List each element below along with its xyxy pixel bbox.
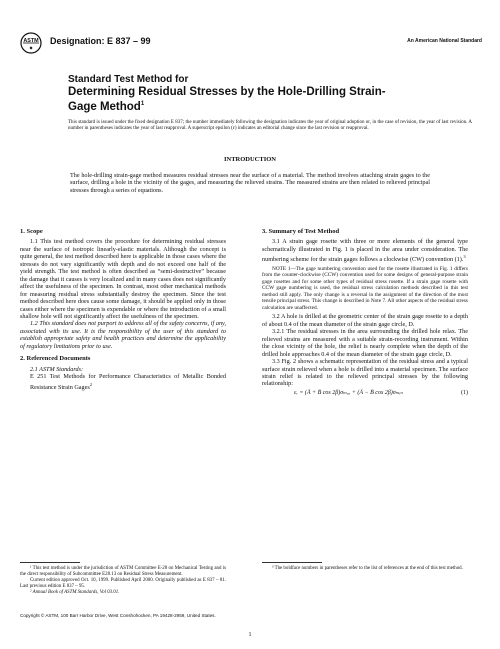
- summary-3-2: 3.2 A hole is drilled at the geometric center of the strain gage rosette to a depth of about 0.4 of the mean diameter of the strain gage circle, D.: [262, 313, 468, 328]
- page-number: 1: [248, 632, 252, 638]
- title-line-3: Gage Method$^1$: [68, 100, 145, 113]
- ref-2-1: 2.1 ASTM Standards:: [30, 365, 84, 373]
- footnote-1b: Current edition approved Oct. 10, 1999. Published April 2000. Originally published as E 837 – 81. Last previous edition E 837 – 95.: [20, 578, 226, 589]
- scope-heading: 1. Scope: [20, 228, 43, 235]
- svg-text:◆: ◆: [29, 45, 33, 50]
- page-header: [20, 32, 482, 54]
- astm-logo-icon: [20, 32, 42, 54]
- right-column: [262, 228, 468, 400]
- footnote-rule-left: [20, 562, 80, 563]
- svg-text:ASTM: ASTM: [23, 38, 39, 44]
- designation: Designation: E 837 – 99: [50, 36, 151, 46]
- footnote-2: ² Annual Book of ASTM Standards, Vol 03.01.: [30, 590, 120, 595]
- left-column: [20, 228, 226, 391]
- equation-text: εᵣ = (Ā + B̄ cos 2β)σₘₐₓ + (Ā − B̄ cos 2β)σₘᵢₙ: [294, 389, 403, 396]
- document-title: [68, 74, 408, 113]
- footnotes-right: [262, 566, 468, 572]
- summary-3-1: 3.1 A strain gage rosette with three or more elements of the general type schematically illustrated in Fig. 1 is placed in the area under consideration. The numbering scheme for the strain gages follows a clockwise (CW) convention (1).$^3$: [262, 238, 468, 264]
- footnote-rule-right: [262, 562, 322, 563]
- summary-heading: 3. Summary of Test Method: [262, 228, 340, 235]
- equation-number: (1): [461, 389, 468, 396]
- national-standard-label: An American National Standard: [407, 38, 482, 44]
- footnote-1: ¹ This test method is under the jurisdiction of ASTM Committee E-28 on Mechanical Testing and is the direct responsibility of Subcommittee E28.13 on Residual Stress Measurement.: [20, 566, 226, 577]
- introduction-text: The hole-drilling strain-gage method measures residual stresses near the surface of a material. The method involves attaching strain gages to the surface, drilling a hole in the vicinity of the gages, and measuring the relieved strains. The measured strains are then related to relieved principal stresses through a series of equations.: [70, 172, 430, 194]
- ref-standard-e251: E 251 Test Methods for Performance Characteristics of Metallic Bonded Resistance Strain Gages$^2$: [30, 373, 226, 391]
- summary-3-2-1: 3.2.1 The residual stresses in the area surrounding the drilled hole relax. The relieved strains are measured with a suitable strain-recording instrument. Within the close vicinity of the hole, the relief is nearly complete when the depth of the drilled hole approaches 0.4 of the mean diameter of the strain gage circle, D.: [262, 328, 468, 358]
- scope-1-1: 1.1 This test method covers the procedure for determining residual stresses near the surface of isotropic linearly-elastic materials. Although the concept is quite general, the test method described here is applicable in those cases where the stresses do not vary significantly with depth and do not exceed one half of the yield strength. The test method is often described as “semi-destructive” because the damage that it causes is very localized and in many cases does not significantly affect the usefulness of the specimen. In contrast, most other mechanical methods for measuring residual stress substantially destroy the specimen. Since the test method described here does cause some damage, it should be applied only in those cases either where the specimen is expendable or where the introduction of a small shallow hole will not significantly affect the usefulness of the specimen.: [20, 238, 226, 320]
- scope-1-2: 1.2 This standard does not purport to address all of the safety concerns, if any, associated with its use. It is the responsibility of the user of this standard to establish appropriate safety and health practices and determine the applicability of regulatory limitations prior to use.: [20, 320, 226, 350]
- issuance-statement: This standard is issued under the fixed designation E 837; the number immediately following the designation indicates the year of original adoption or, in the case of revision, the year of last revision. A number in parentheses indicates the year of last reapproval. A superscript epsilon (ε) indicates an editorial change since the last revision or reapproval.: [68, 120, 472, 132]
- footnote-3: ³ The boldface numbers in parentheses refer to the list of references at the end of this test method.: [272, 566, 463, 571]
- referenced-documents-heading: 2. Referenced Documents: [20, 355, 91, 363]
- title-line-2: Determining Residual Stresses by the Hole-Drilling Strain-: [68, 86, 386, 98]
- title-line-1: Standard Test Method for: [68, 74, 189, 85]
- copyright-notice: Copyright © ASTM, 100 Barr Harbor Drive, West Conshohocken, PA 19428-2959, United States.: [20, 613, 216, 618]
- introduction-heading: INTRODUCTION: [223, 156, 276, 163]
- equation-1: [262, 390, 468, 400]
- footnotes-left: [20, 566, 226, 596]
- note-1: NOTE 1—The gage numbering convention used for the rosette illustrated in Fig. 1 differs from the counter-clockwise (CCW) convention used for some designs of general-purpose strain gage rosettes and for some other types of residual stress rosette. If a strain gage rosette with CCW gage numbering is used, the residual stress calculation methods described in this test method still apply. The only change is a reversal in the assignment of the direction of the most tensile principal stress. This change is described in Note 7. All other aspects of the residual stress calculation are unaffected.: [262, 265, 468, 311]
- summary-3-3: 3.3 Fig. 2 shows a schematic representation of the residual stress and a typical surface strain relieved when a hole is drilled into a material specimen. The surface strain relief is related to the relieved principal stresses by the following relationship:: [262, 358, 468, 388]
